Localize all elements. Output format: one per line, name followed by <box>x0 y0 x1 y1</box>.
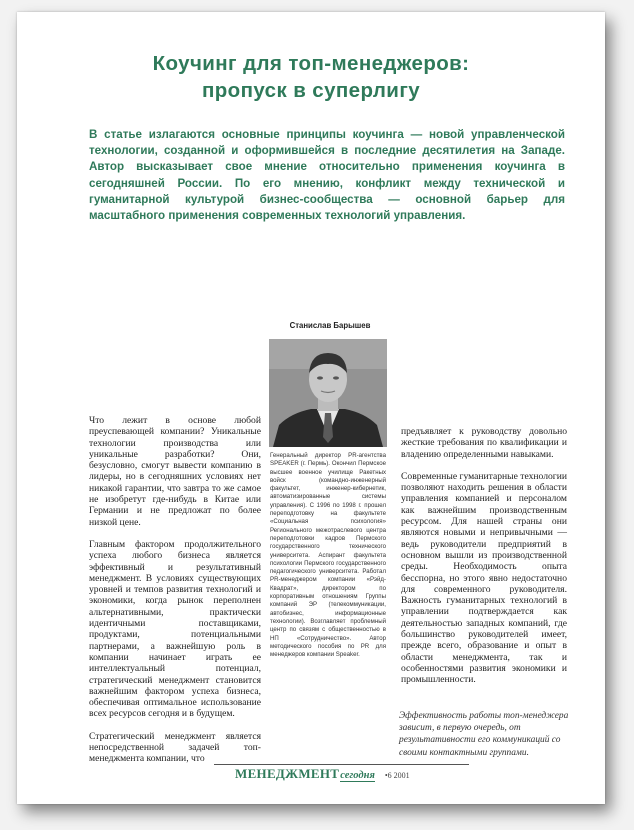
pull-quote: Эффективность работы топ-менеджера зависит, в первую очередь, от результативности его коммуникаций со своими контактными группами. <box>399 711 569 758</box>
magazine-logo: МЕНЕДЖМЕНТ <box>235 766 340 781</box>
author-bio-caption: Генеральный директор PR-агентства SPEAKER (г. Пермь). Окончил Пермское высшее военное училище Ракетных войск (командно-инженерный факультет, инженер-кибернетик, автоматизированные системы управления). С 1996 по 1998 г. прошел переподготовку на факультете «Социальная психология» Регионального межотраслевого центра переподготовки кадров Пермского государственного технического университета. Аспирант факультета психологии Пермского государственного педагогического университета. Работал PR-менеджером компании «Рэйд-Квадрат», директором по корпоративным отношениям Группы компаний ЭР (телекоммуникации, автобизнес, информационные технологии). Возглавляет проблемный центр по связям с общественностью в НП «Сотрудничество». Автор методического пособия по PR для менеджеров компании Speaker. <box>270 452 386 659</box>
body-paragraph: Стратегический менеджмент является непосредственной задачей топ-менеджмента компании, что <box>89 730 261 765</box>
author-name: Станислав Барышев <box>289 321 371 330</box>
title-line-2: пропуск в суперлигу <box>201 79 421 102</box>
author-photo <box>269 339 387 447</box>
body-paragraph: Что лежит в основе любой преуспевающей компании? Уникальные технологии производства или уникальные разработки? Они, безусловно, смогут вывести компанию в лидеры, но в сегодняшних условиях нет никакой гарантии, что завтра то же самое не изобретут где-нибудь в Китае или Германии и не предложат по более низкой цене. <box>89 415 261 528</box>
article-lead: В статье излагаются основные принципы коучинга — новой управленческой технологии, созданной и оформившейся в последние десятилетия на Западе. Автор высказывает свое мнение относительно применения коучинга в сегодняшней России. По его мнению, конфликт между технической и гуманитарной культурой бизнес-сообщества — основной барьер для масштабного применения современных технологий управления. <box>89 128 565 223</box>
body-column-left <box>89 415 261 776</box>
article-title <box>17 50 605 104</box>
body-column-right <box>401 426 567 697</box>
magazine-page <box>17 12 605 804</box>
footer-divider <box>214 764 469 765</box>
title-line-1: Коучинг для топ-менеджеров: <box>152 52 470 75</box>
body-paragraph: предъявляет к руководству довольно жесткие требования по квалификации и владению определенными навыками. <box>401 426 567 460</box>
body-paragraph: Современные гуманитарные технологии позволяют находить решения в области управления компанией и персоналом как важнейшим производственным ресурсом. Для нашей страны они являются новыми и непривычными — ведь руководители предприятий в основном вышли из производственной среды. Необходимость опыта бесспорна, но этого явно недостаточно для современного руководителя. Важность гуманитарных технологий в управлении подтверждается как деятельностью западных компаний, где большинство руководителей имеет, прежде всего, образование и опыт в области менеджмента, так и особенностями развития экономики и промышленности. <box>401 470 567 686</box>
page-footer <box>235 766 410 782</box>
body-paragraph: Главным фактором продолжительного успеха любого бизнеса является эффективный и результативный менеджмент. В условиях существующих уровней и темпов развития технологий и экономики, когда рынок переполнен альтернативными, практически идентичными поставщиками, продуктами, потенциальными партнерами, а важнейшую роль в компании начинает играть ее интеллектуальный потенциал, стратегический менеджмент становится важнейшим фактором успеха бизнеса, обеспечивая оптимальное использование всех ресурсов сегодня и в будущем. <box>89 538 261 720</box>
magazine-logo-sub: сегодня <box>340 770 375 781</box>
issue-number: •6 2001 <box>384 771 410 780</box>
